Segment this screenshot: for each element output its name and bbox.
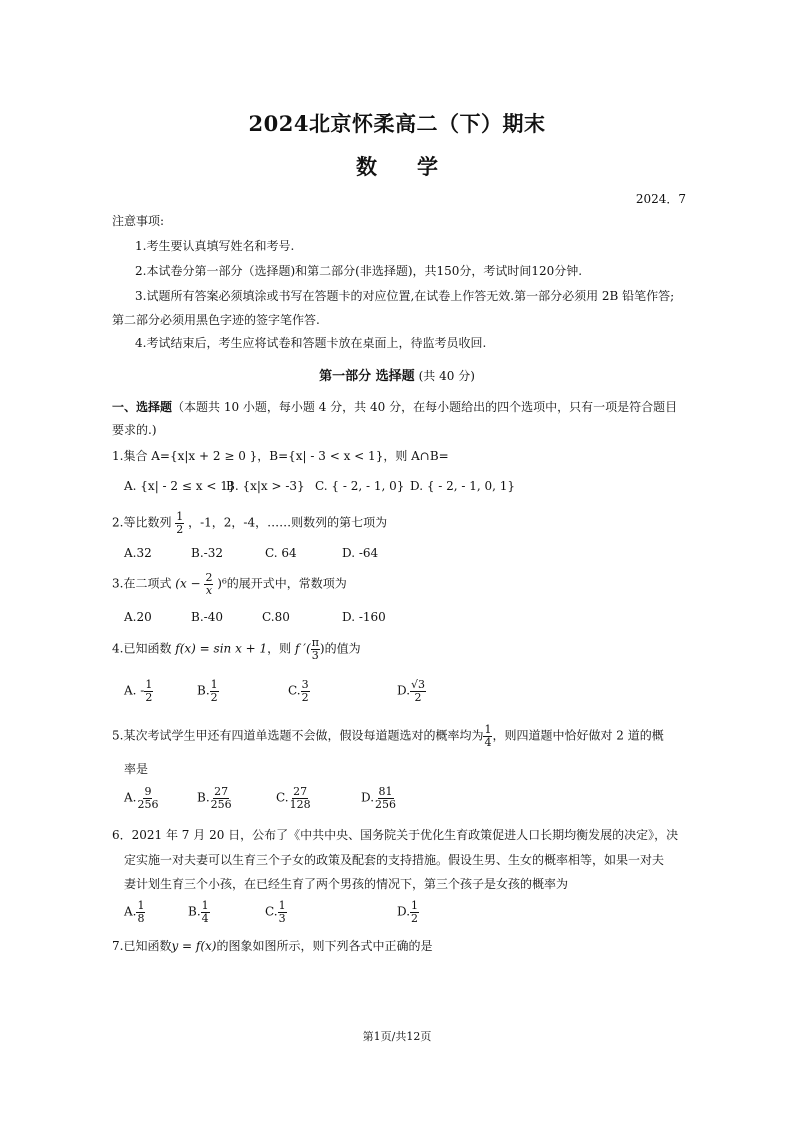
q5-option-b	[197, 786, 233, 810]
q5-option-d-num: 81	[378, 785, 393, 798]
q4-option-b-num: 1	[210, 678, 218, 691]
note-item-4: 4.考试结束后，考生应将试卷和答题卡放在桌面上，待监考员收回.	[135, 336, 487, 350]
q5-stem-cont: 率是	[124, 762, 149, 776]
q5-option-c-label: C.	[276, 790, 289, 805]
q5-option-d-den: 256	[375, 797, 397, 811]
q5-option-c-den: 128	[289, 797, 311, 811]
note-item-1: 1.考生要认真填写姓名和考号.	[135, 239, 295, 253]
q4-option-b-label: B.	[197, 683, 210, 698]
q2-option-b: B.-32	[191, 546, 223, 560]
q4-option-b-den: 2	[210, 690, 218, 704]
q6-option-b-label: B.	[188, 904, 201, 919]
q1-option-b: B. {x|x > -3}	[226, 479, 305, 493]
q1-option-a: A. {x| - 2 ≤ x < 1}	[124, 479, 236, 493]
section-points: (共 40 分)	[418, 369, 475, 383]
q4-option-d-den: 2	[414, 690, 422, 704]
q6-option-a-den: 8	[137, 911, 145, 925]
q4-option-c-label: C.	[288, 683, 301, 698]
q3-stem-pre: 3.在二项式	[112, 576, 172, 591]
q5-option-b-label: B.	[197, 790, 210, 805]
subject-char-1: 数	[356, 154, 377, 179]
q2-option-c: C. 64	[265, 546, 297, 560]
q2-frac-num: 1	[176, 510, 184, 523]
q3-stem-post: 的展开式中，常数项为	[226, 576, 347, 591]
q3-fraction	[204, 572, 213, 596]
q7-stem-post: 的图象如图所示，则下列各式中正确的是	[216, 939, 433, 953]
q6-option-a-num: 1	[137, 899, 145, 912]
section-title-text: 第一部分 选择题	[319, 369, 415, 384]
q6-option-c-num: 1	[278, 899, 286, 912]
q4-stem-pre: 4.已知函数	[112, 641, 172, 656]
q6-option-d-den: 2	[411, 911, 419, 925]
part1-desc-cont: 要求的.)	[112, 423, 157, 437]
q6-option-d-label: D.	[397, 904, 411, 919]
q6-option-b-num: 1	[201, 899, 209, 912]
exam-title: 2024北京怀柔高二（下）期末	[248, 111, 546, 136]
q5-frac-num: 1	[484, 723, 492, 736]
q6-line-3: 妻计划生育三个小孩，在已经生育了两个男孩的情况下，第三个孩子是女孩的概率为	[124, 877, 569, 891]
q4-frac-num: π	[311, 636, 319, 649]
q5-option-a-label: A.	[124, 790, 137, 805]
q7-stem	[112, 937, 433, 954]
q4-stem-mid: ，则	[267, 641, 292, 656]
q2-option-d: D. -64	[342, 546, 379, 560]
q6-option-c-den: 3	[278, 911, 286, 925]
q4-option-c-num: 3	[301, 678, 309, 691]
q5-stem-post: ，则四道题中恰好做对 2 道的概	[492, 728, 664, 743]
q4-option-d-num: √3	[411, 678, 426, 691]
q4-option-b	[197, 679, 219, 703]
q3-expr-pre: (x −	[175, 576, 201, 591]
q5-option-a	[124, 786, 159, 810]
q2-stem-pre: 2.等比数列	[112, 515, 172, 530]
page-footer: 第1页/共12页	[362, 1030, 432, 1043]
q6-option-d	[397, 900, 419, 924]
q6-option-a	[124, 900, 145, 924]
q3-frac-den: x	[205, 583, 213, 597]
q5-option-d	[361, 786, 397, 810]
q4-function: f(x) = sin x + 1	[175, 641, 268, 656]
q4-option-c-den: 2	[301, 690, 309, 704]
q5-option-a-den: 256	[137, 797, 159, 811]
section-title	[0, 365, 794, 384]
q1-option-d: D. { - 2, - 1, 0, 1}	[410, 479, 516, 493]
note-item-3: 3.试题所有答案必须填涂或书写在答题卡的对应位置,在试卷上作答无效.第一部分必须用 2B 铅笔作答;	[135, 289, 675, 303]
q5-option-d-label: D.	[361, 790, 375, 805]
q6-line-1: 6．2021 年 7 月 20 日，公布了《中共中央、国务院关于优化生育政策促进人口长期均衡发展的决定》，决	[112, 828, 679, 842]
q4-stem-post: 的值为	[324, 641, 361, 656]
note-item-3-cont: 第二部分必须用黑色字迹的签字笔作答.	[112, 313, 320, 327]
q5-stem	[112, 724, 664, 748]
q6-option-d-num: 1	[411, 899, 419, 912]
q3-option-d: D. -160	[342, 610, 386, 624]
q4-stem	[112, 637, 361, 661]
q5-frac-den: 4	[484, 735, 492, 749]
q7-function: y = f(x)	[171, 939, 217, 953]
q4-deriv-pre: f ′(	[295, 641, 311, 656]
q2-stem-post: ，-1，2，-4，……则数列的第七项为	[188, 515, 388, 530]
q3-stem	[112, 572, 347, 596]
subject-char-2: 学	[417, 154, 438, 179]
q6-option-c	[265, 900, 287, 924]
q4-option-a-num: 1	[145, 678, 153, 691]
q2-option-a: A.32	[124, 546, 152, 560]
q5-option-c-num: 27	[293, 785, 308, 798]
q6-option-a-label: A.	[124, 904, 137, 919]
q4-fraction	[311, 637, 320, 661]
notes-heading: 注意事项:	[112, 214, 165, 228]
q5-stem-pre: 5.某次考试学生甲还有四道单选题不会做，假设每道题选对的概率均为	[112, 728, 484, 743]
q2-fraction	[175, 511, 184, 535]
q1-option-c: C. { - 2, - 1, 0}	[315, 479, 405, 493]
q4-deriv-post: )	[319, 641, 325, 656]
q6-line-2: 定实施一对夫妻可以生育三个子女的政策及配套的支持措施。假设生男、生女的概率相等，如果一对夫	[124, 853, 665, 867]
q2-frac-den: 2	[176, 522, 184, 536]
q5-option-c	[276, 786, 312, 810]
q4-option-a-label: A. -	[124, 683, 145, 698]
q2-stem	[112, 511, 387, 535]
q6-option-c-label: C.	[265, 904, 278, 919]
exam-date: 2024．7	[635, 192, 686, 206]
q4-option-d	[397, 679, 426, 703]
q7-stem-pre: 7.已知函数	[112, 939, 172, 953]
q3-frac-num: 2	[205, 571, 213, 584]
note-item-2: 2.本试卷分第一部分（选择题)和第二部分(非选择题)，共150分，考试时间120分钟.	[135, 264, 583, 278]
q6-option-b	[188, 900, 210, 924]
q3-option-c: C.80	[262, 610, 290, 624]
q5-option-b-den: 256	[210, 797, 232, 811]
subject-title	[0, 151, 794, 181]
q1-stem: 1.集合 A={x|x + 2 ≥ 0 }，B={x| - 3 < x < 1}，则 A∩B=	[112, 449, 449, 463]
q4-option-d-label: D.	[397, 683, 411, 698]
q5-option-b-num: 27	[214, 785, 229, 798]
part1-intro	[112, 398, 677, 415]
q5-option-a-num: 9	[144, 785, 152, 798]
q3-option-a: A.20	[124, 610, 152, 624]
q3-expr-post: )⁶	[217, 576, 227, 591]
q6-option-b-den: 4	[201, 911, 209, 925]
q4-frac-den: 3	[311, 648, 319, 662]
part1-desc: （本题共 10 小题，每小题 4 分，共 40 分，在每小题给出的四个选项中，只有一项是符合题目	[172, 400, 678, 414]
q3-option-b: B.-40	[191, 610, 223, 624]
q4-option-c	[288, 679, 310, 703]
part1-label: 一、选择题	[112, 400, 173, 414]
q4-option-a	[124, 679, 153, 703]
q4-option-a-den: 2	[145, 690, 153, 704]
